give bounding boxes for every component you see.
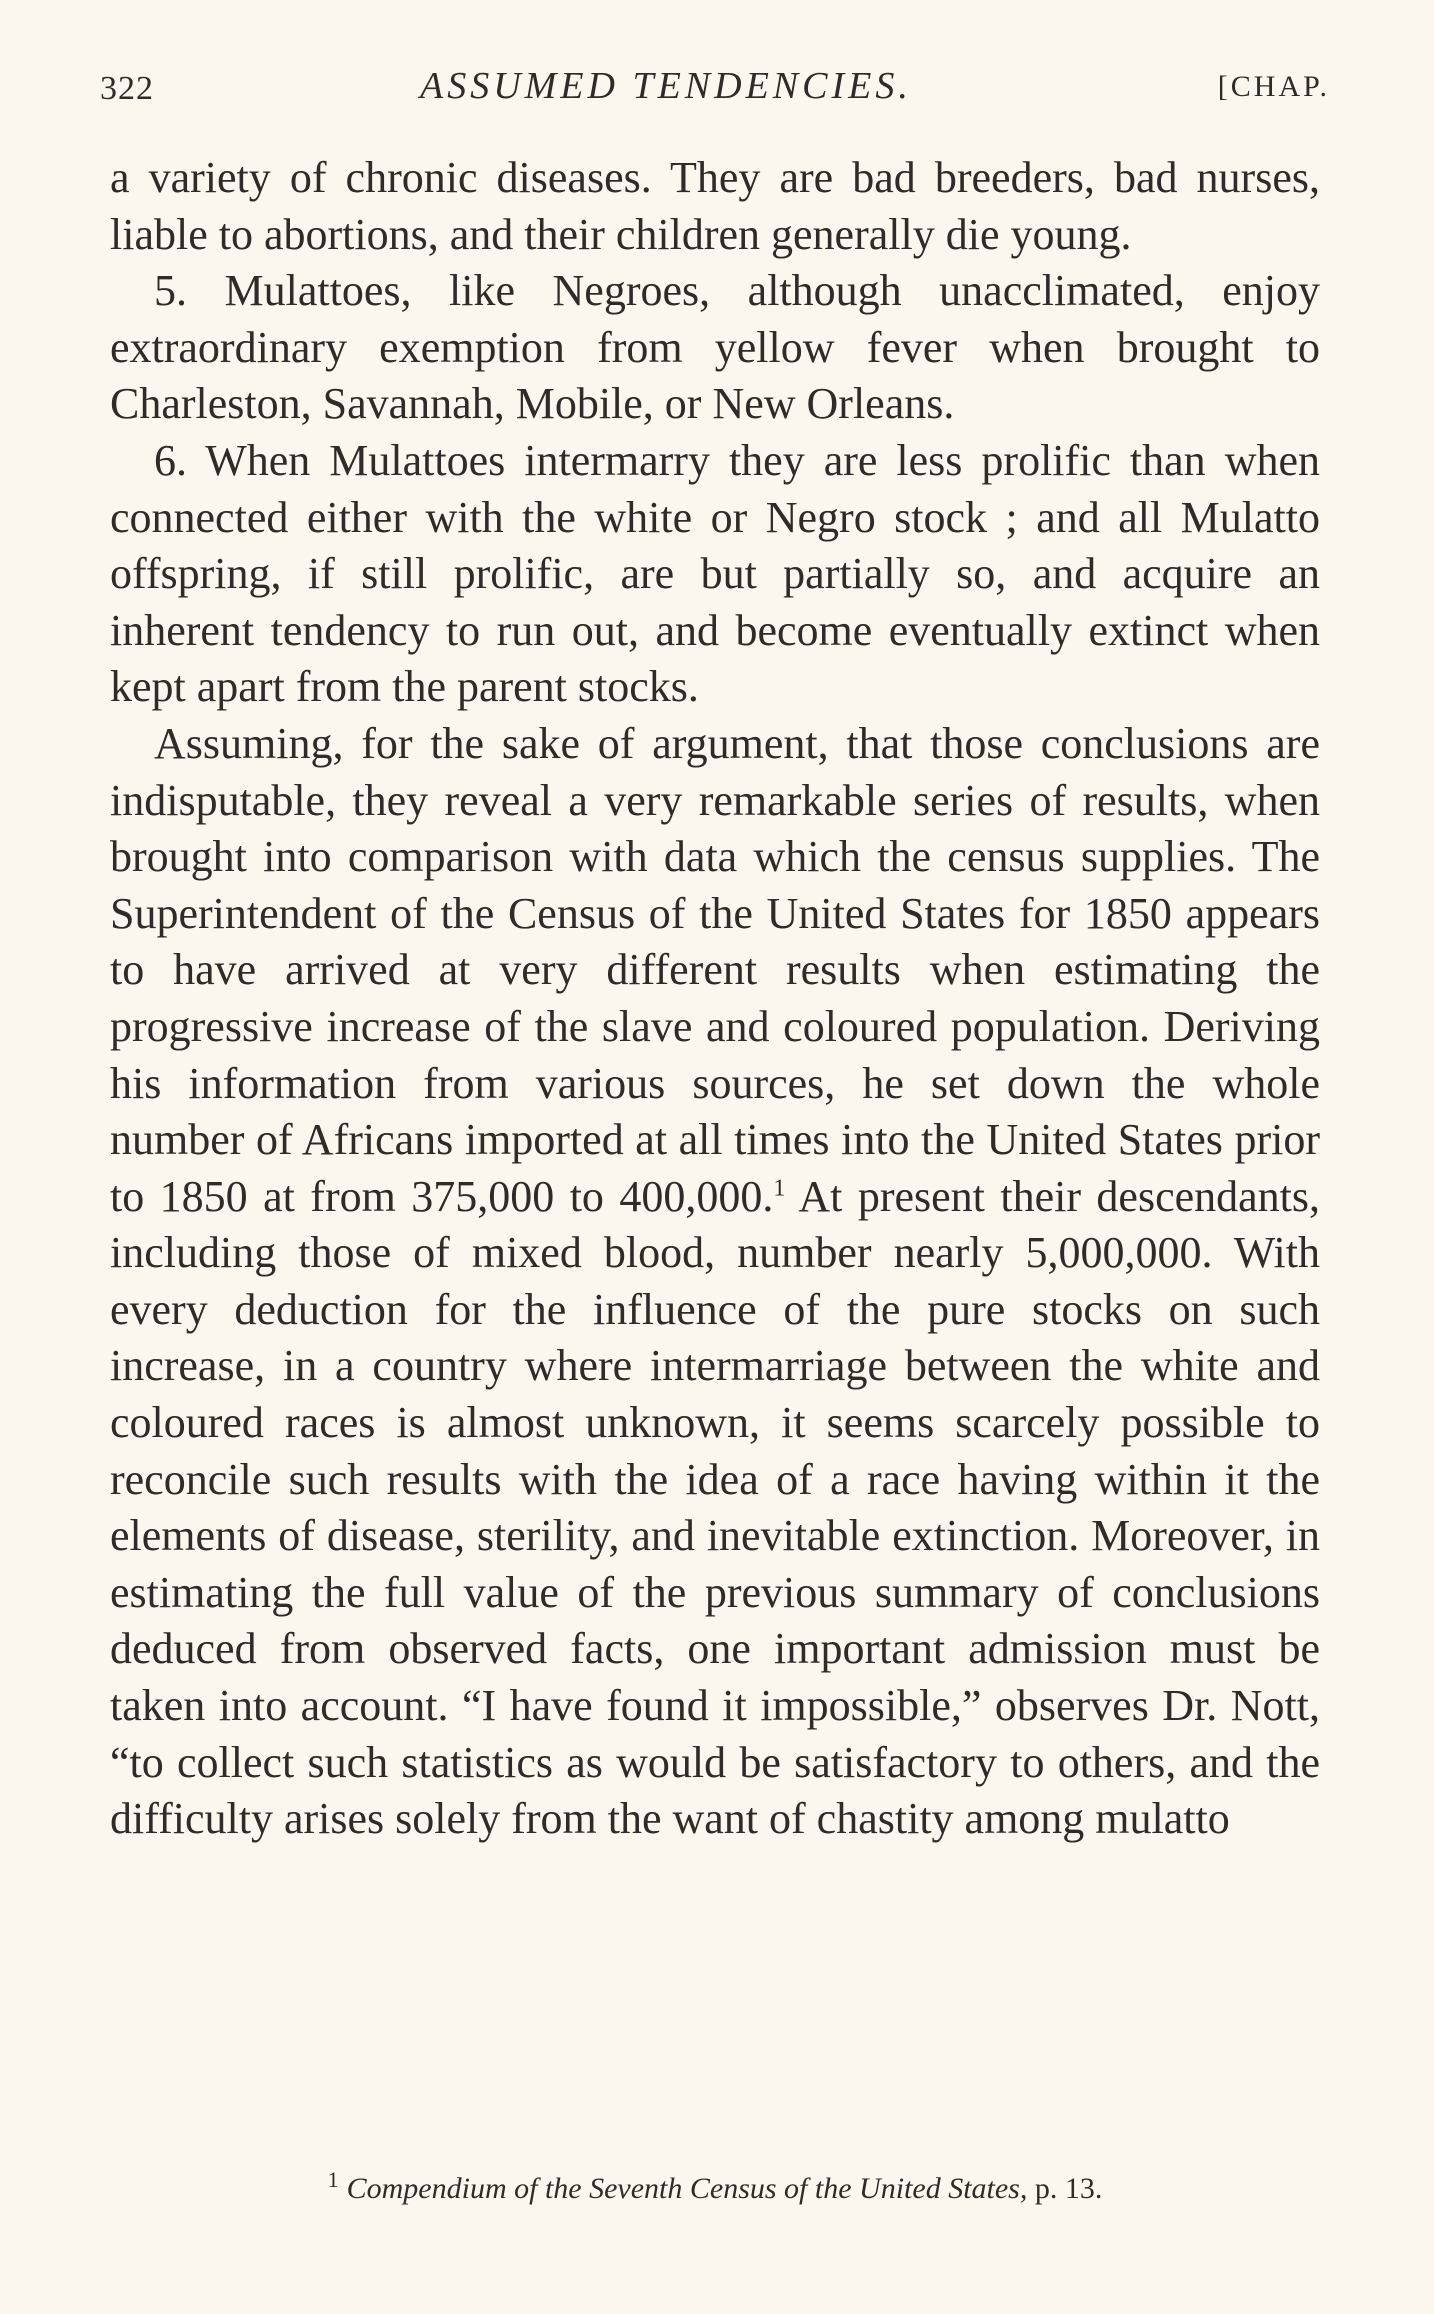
paragraph-4 bbox=[110, 716, 1320, 1848]
footnote-marker: 1 bbox=[327, 2167, 339, 2192]
main-text bbox=[110, 150, 1320, 1848]
paragraph-3: 6. When Mulattoes intermarry they are less prolific than when connected either with the white or Negro stock ; and all Mulatto offspring, if still prolific, are but partially so, and acquire an inherent tendency to run out, and become eventually extinct when kept apart from the parent stocks. bbox=[110, 435, 1320, 712]
page-number: 322 bbox=[100, 70, 154, 107]
footnote bbox=[110, 2160, 1320, 2209]
running-title: ASSUMED TENDENCIES. bbox=[420, 65, 912, 107]
paragraph-4-part-1: Assuming, for the sake of argument, that those conclusions are indisputable, they reveal a very remarkable series of results, when brought into comparison with data which the census supplies. The Superintendent of the Census of the United States for 1850 appears to have arrived at very different results when estimating the progressive increase of the slave and coloured population. Deriving his information from various sources, he set down the whole number of Africans imported at all times into the United States prior to 1850 at from 375,000 to 400,000. bbox=[110, 718, 1320, 1221]
running-head bbox=[100, 64, 1330, 134]
footnote-title: Compendium of the Seventh Census of the United States, bbox=[346, 2172, 1028, 2205]
paragraph-1: a variety of chronic diseases. They are bad breeders, bad nurses, liable to abortions, and their children generally die young. bbox=[110, 153, 1320, 259]
paragraph-4-part-2: At present their descendants, including those of mixed blood, number nearly 5,000,000. With every deduction for the influence of the pure stocks on such increase, in a country where intermarriage between the white and coloured races is almost unknown, it seems scarcely possible to reconcile such results with the idea of a race having within it the elements of disease, sterility, and inevitable extinction. Moreover, in estimating the full value of the previous summary of conclusions deduced from observed facts, one important admission must be taken into account. “I have found it impossible,” observes Dr. Nott, “to collect such statistics as would be satisfactory to others, and the difficulty arises solely from the want of chastity among mulatto bbox=[110, 1171, 1321, 1844]
chapter-mark: [CHAP. bbox=[1217, 70, 1330, 103]
paragraph-2: 5. Mulattoes, like Negroes, although unacclimated, enjoy extraordinary exemption from yellow fever when brought to Charleston, Savannah, Mobile, or New Orleans. bbox=[110, 266, 1320, 429]
footnote-page-ref: p. 13. bbox=[1027, 2172, 1103, 2205]
footnote-reference: 1 bbox=[773, 1175, 786, 1202]
